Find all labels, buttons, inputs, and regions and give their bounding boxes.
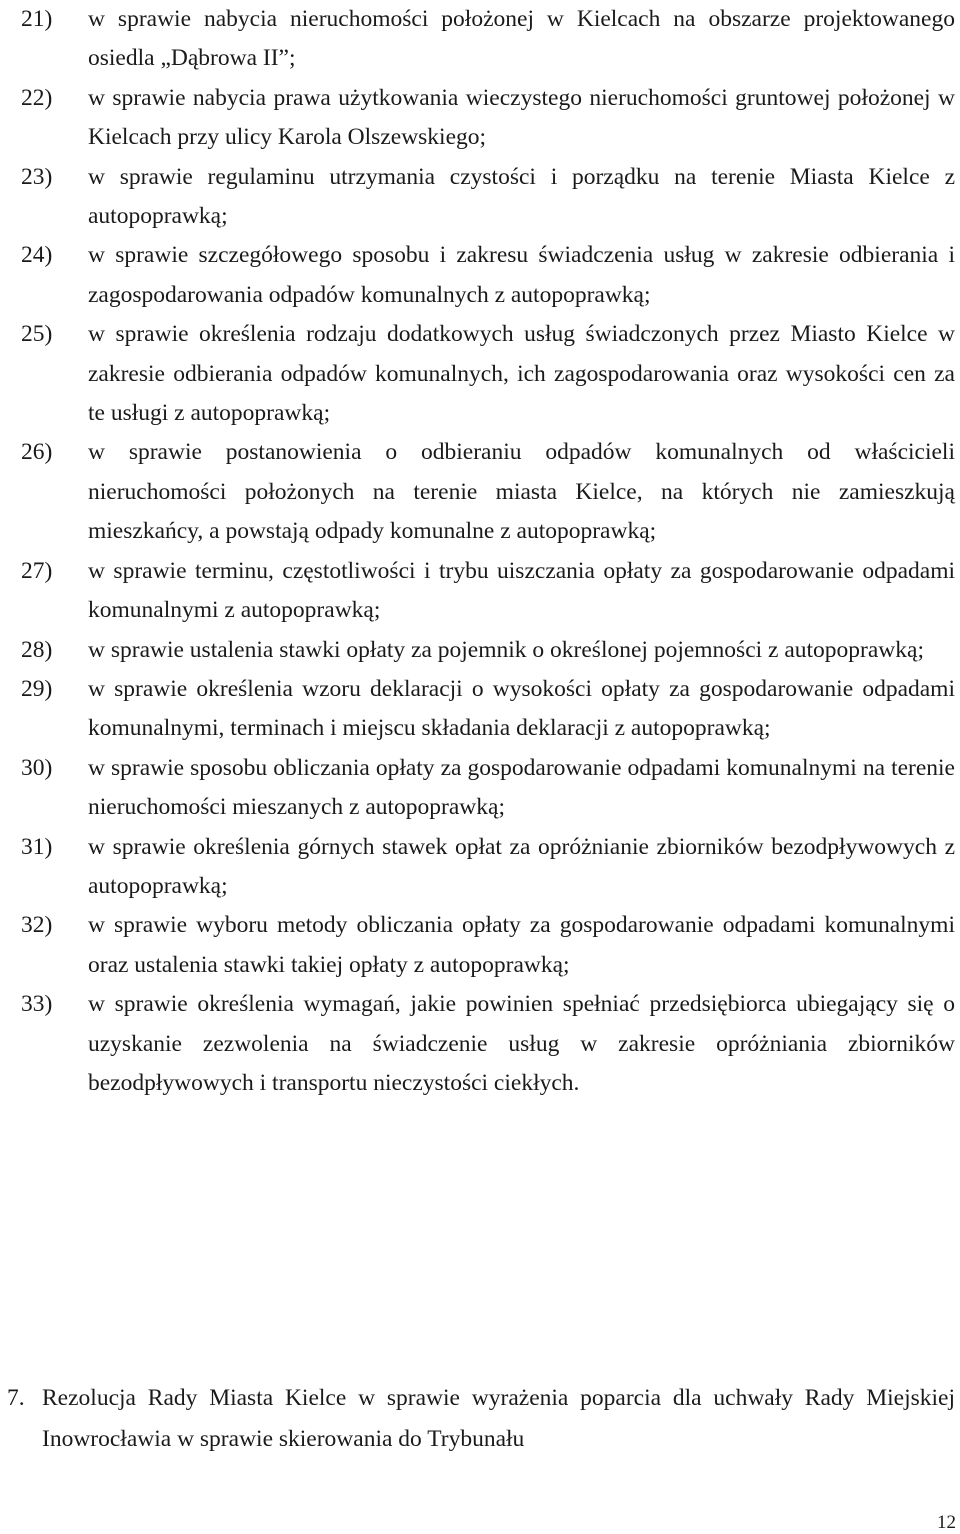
list-item bbox=[0, 0, 960, 79]
list-item-text: w sprawie określenia wymagań, jakie powinien spełniać przedsiębiorca ubiegający się o uzyskanie zezwolenia na świadczenie usług w zakresie opróżniania zbiorników bezodpływowych i transportu nieczystości ciekłych. bbox=[88, 991, 955, 1096]
list-item-number: 21) bbox=[21, 6, 53, 32]
list-item-text: w sprawie sposobu obliczania opłaty za gospodarowanie odpadami komunalnymi na terenie nieruchomości mieszanych z autopoprawką; bbox=[88, 754, 955, 821]
list-item-number: 24) bbox=[21, 242, 53, 269]
list-item bbox=[0, 315, 960, 433]
page-number: 12 bbox=[937, 1512, 956, 1533]
list-item-text: w sprawie nabycia nieruchomości położonej w Kielcach na obszarze projektowanego osiedla „Dąbrowa II”; bbox=[88, 6, 955, 72]
list-item-number: 31) bbox=[21, 833, 53, 860]
list-item bbox=[0, 552, 960, 631]
list-item-text: w sprawie wyboru metody obliczania opłaty za gospodarowanie odpadami komunalnymi oraz ustalenia stawki takiej opłaty z autopoprawką; bbox=[88, 912, 955, 978]
list-item bbox=[0, 670, 960, 749]
agenda-item bbox=[0, 1378, 960, 1460]
list-item-text: w sprawie regulaminu utrzymania czystości i porządku na terenie Miasta Kielce z autopoprawką; bbox=[88, 163, 955, 230]
list-item bbox=[0, 236, 960, 315]
list-item-number: 32) bbox=[21, 912, 53, 939]
list-item bbox=[0, 985, 960, 1103]
list-item-number: 29) bbox=[21, 675, 53, 702]
list-item-text: w sprawie określenia górnych stawek opłat za opróżnianie zbiorników bezodpływowych z autopoprawką; bbox=[88, 833, 955, 899]
list-item-number: 27) bbox=[21, 557, 53, 584]
agenda-item-number: 7. bbox=[7, 1385, 25, 1411]
list-item bbox=[0, 906, 960, 985]
list-item-text: w sprawie określenia rodzaju dodatkowych usług świadczonych przez Miasto Kielce w zakresie odbierania odpadów komunalnych, ich zagospodarowania oraz wysokości cen za te usługi z autopoprawką; bbox=[88, 321, 955, 427]
list-item-number: 30) bbox=[21, 754, 53, 781]
list-item bbox=[0, 749, 960, 828]
list-item-number: 33) bbox=[21, 991, 53, 1018]
list-item bbox=[0, 828, 960, 907]
list-item-text: w sprawie określenia wzoru deklaracji o wysokości opłaty za gospodarowanie odpadami komunalnymi, terminach i miejscu składania deklaracji z autopoprawką; bbox=[88, 675, 955, 742]
list-item bbox=[0, 79, 960, 158]
list-item-text: w sprawie postanowienia o odbieraniu odpadów komunalnych od właścicieli nieruchomości położonych na terenie miasta Kielce, na których nie zamieszkują mieszkańcy, a powstają odpady komunalne z autopoprawką; bbox=[88, 439, 955, 545]
list-item-number: 25) bbox=[21, 321, 53, 348]
agenda-item-text: Rezolucja Rady Miasta Kielce w sprawie wyrażenia poparcia dla uchwały Rady Miejskiej Inowrocławia w sprawie skierowania do Trybunału bbox=[42, 1385, 955, 1452]
list-item-number: 28) bbox=[21, 636, 53, 663]
list-item bbox=[0, 158, 960, 237]
list-item-text: w sprawie ustalenia stawki opłaty za pojemnik o określonej pojemności z autopoprawką; bbox=[88, 636, 924, 663]
list-item-text: w sprawie nabycia prawa użytkowania wieczystego nieruchomości gruntowej położonej w Kielcach przy ulicy Karola Olszewskiego; bbox=[88, 84, 955, 151]
list-item bbox=[0, 631, 960, 670]
list-item bbox=[0, 433, 960, 551]
list-item-text: w sprawie szczegółowego sposobu i zakresu świadczenia usług w zakresie odbierania i zagospodarowania odpadów komunalnych z autopoprawką; bbox=[88, 242, 955, 308]
list-item-number: 22) bbox=[21, 84, 53, 111]
list-item-number: 23) bbox=[21, 163, 53, 190]
list-item-number: 26) bbox=[21, 439, 53, 466]
list-item-text: w sprawie terminu, częstotliwości i trybu uiszczania opłaty za gospodarowanie odpadami komunalnymi z autopoprawką; bbox=[88, 557, 955, 624]
